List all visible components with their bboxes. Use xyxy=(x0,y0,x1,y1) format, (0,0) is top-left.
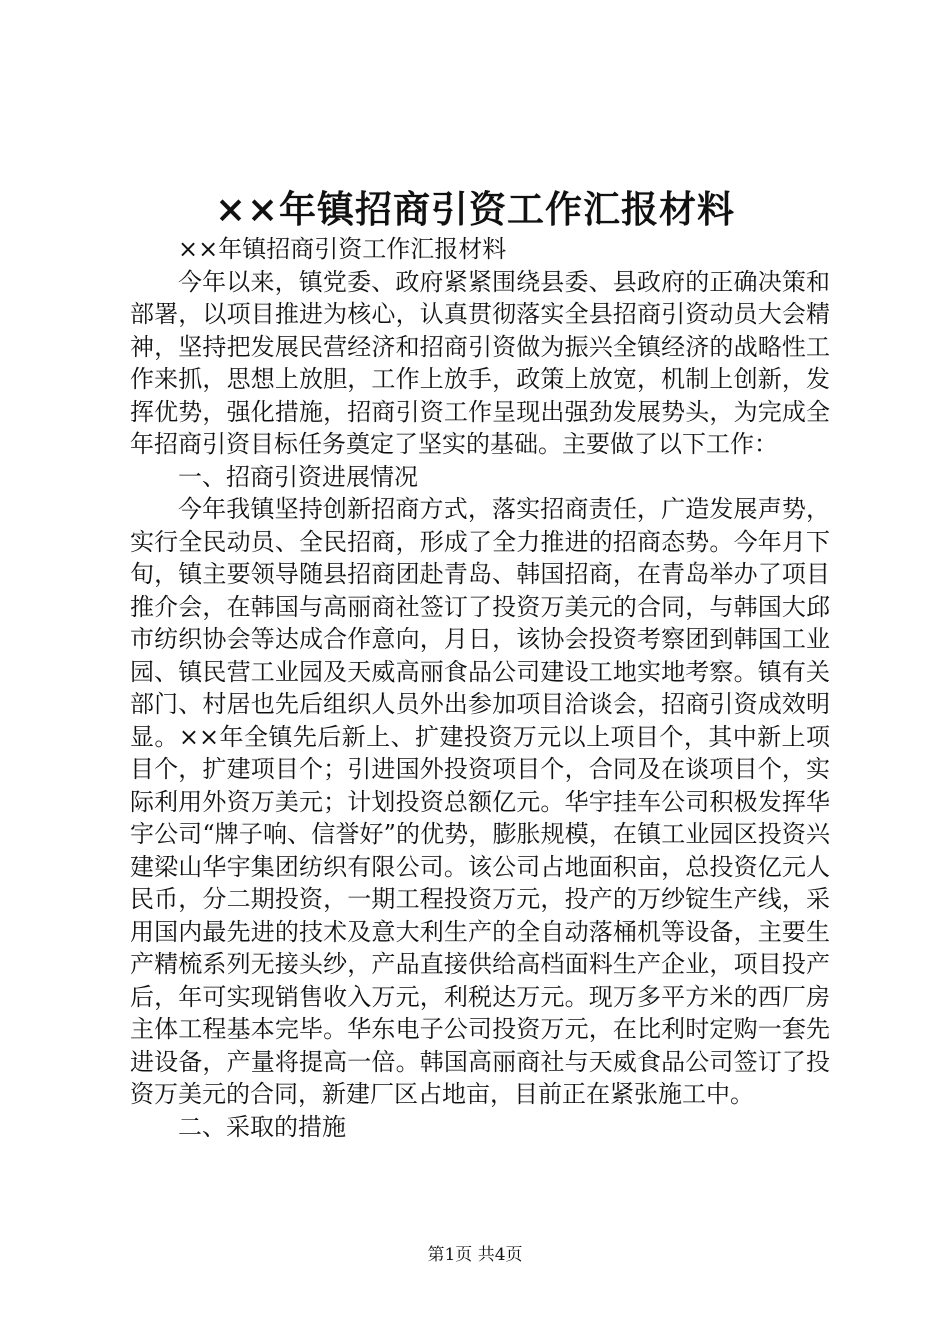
intro-paragraph: 今年以来，镇党委、政府紧紧围绕县委、县政府的正确决策和部署，以项目推进为核心，认真贯彻落实全县招商引资动员大会精神，坚持把发展民营经济和招商引资做为振兴全镇经济的战略性工作来抓，思想上放胆，工作上放手，政策上放宽，机制上创新，发挥优势，强化措施，招商引资工作呈现出强劲发展势头，为完成全年招商引资目标任务奠定了坚实的基础。主要做了以下工作： xyxy=(130,267,830,458)
progress-paragraph: 今年我镇坚持创新招商方式，落实招商责任，广造发展声势，实行全民动员、全民招商，形成了全力推进的招商态势。今年月下旬，镇主要领导随县招商团赴青岛、韩国招商，在青岛举办了项目推介会，在韩国与高丽商社签订了投资万美元的合同，与韩国大邱市纺织协会等达成合作意向，月日，该协会投资考察团到韩国工业园、镇民营工业园及天威高丽食品公司建设工地实地考察。镇有关部门、村居也先后组织人员外出参加项目洽谈会，招商引资成效明显。××年全镇先后新上、扩建投资万元以上项目个，其中新上项目个，扩建项目个；引进国外投资项目个，合同及在谈项目个，实际利用外资万美元；计划投资总额亿元。华宇挂车公司积极发挥华宇公司“牌子响、信誉好”的优势，膨胀规模，在镇工业园区投资兴建梁山华宇集团纺织有限公司。该公司占地面积亩，总投资亿元人民币，分二期投资，一期工程投资万元，投产的万纱锭生产线，采用国内最先进的技术及意大利生产的全自动落桶机等设备，主要生产精梳系列无接头纱，产品直接供给高档面料生产企业，项目投产后，年可实现销售收入万元，利税达万元。现万多平方米的西厂房主体工程基本完毕。华东电子公司投资万元，在比利时定购一套先进设备，产量将提高一倍。韩国高丽商社与天威食品公司签订了投资万美元的合同，新建厂区占地亩，目前正在紧张施工中。 xyxy=(130,495,830,1108)
document-title: ××年镇招商引资工作汇报材料 xyxy=(214,187,735,231)
document-body xyxy=(130,233,830,1143)
subtitle-paragraph: ××年镇招商引资工作汇报材料 xyxy=(178,235,507,263)
section-heading-progress: 一、招商引资进展情况 xyxy=(178,462,418,491)
section-heading-measures: 二、采取的措施 xyxy=(178,1112,346,1141)
page-footer: 第1页 共4页 xyxy=(427,1245,523,1265)
